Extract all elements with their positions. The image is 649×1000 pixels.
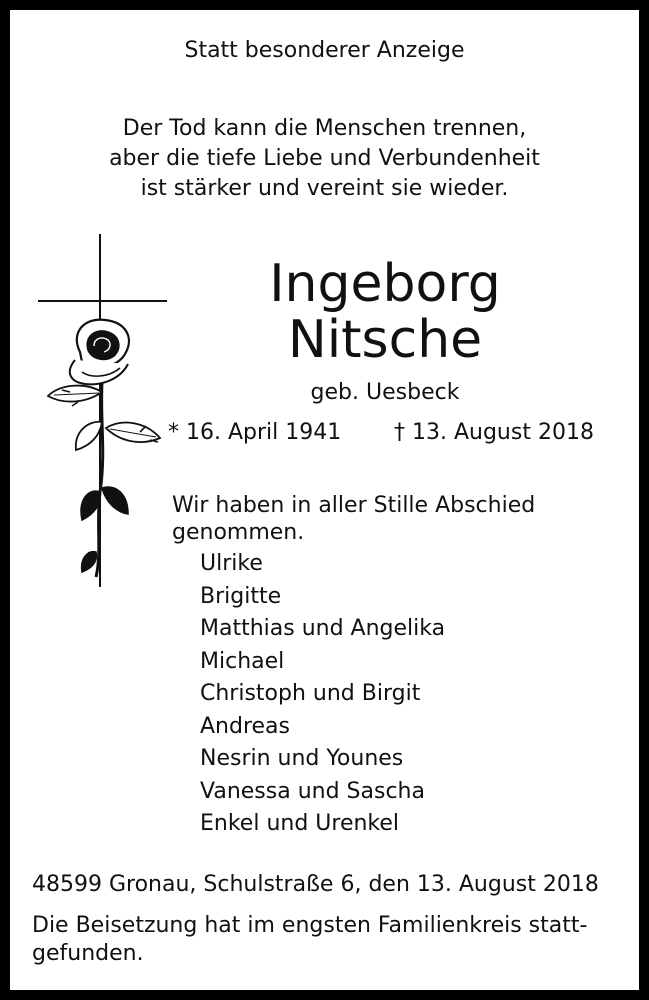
birth-name: geb. Uesbeck [310, 380, 460, 405]
funeral-note [32, 912, 632, 968]
rose-icon [48, 320, 160, 577]
mourner: Brigitte [200, 583, 282, 609]
death-date: † 13. August 2018 [394, 420, 594, 445]
funeral-note-line: gefunden. [32, 941, 144, 966]
cross-rose-icon [30, 232, 180, 592]
mourners-list [200, 548, 445, 841]
deceased-last-name: Nitsche [287, 310, 483, 370]
birth-date: * 16. April 1941 [168, 420, 342, 445]
mourner: Matthias und Angelika [200, 616, 446, 641]
quote-line: ist stärker und vereint sie wieder. [140, 176, 509, 201]
mourner: Ulrike [200, 551, 263, 576]
notice-header: Statt besonderer Anzeige [184, 38, 465, 63]
deceased-first-name: Ingeborg [269, 254, 501, 314]
mourner: Vanessa und Sascha [200, 778, 425, 804]
mourner: Enkel und Urenkel [200, 811, 400, 836]
farewell-intro: Wir haben in aller Stille Abschied genommen. [172, 493, 536, 545]
mourner: Michael [200, 648, 285, 674]
funeral-note-line: Die Beisetzung hat im engsten Familienkreis statt- [32, 913, 588, 938]
mourner: Nesrin und Younes [200, 746, 404, 771]
mourner: Andreas [200, 713, 290, 739]
memorial-quote [10, 114, 639, 204]
obituary-notice [10, 10, 639, 990]
quote-line: aber die tiefe Liebe und Verbundenheit [109, 146, 540, 171]
mourner: Christoph und Birgit [200, 681, 421, 706]
quote-line: Der Tod kann die Menschen trennen, [122, 116, 527, 141]
place-and-date: 48599 Gronau, Schulstraße 6, den 13. August 2018 [32, 872, 599, 897]
